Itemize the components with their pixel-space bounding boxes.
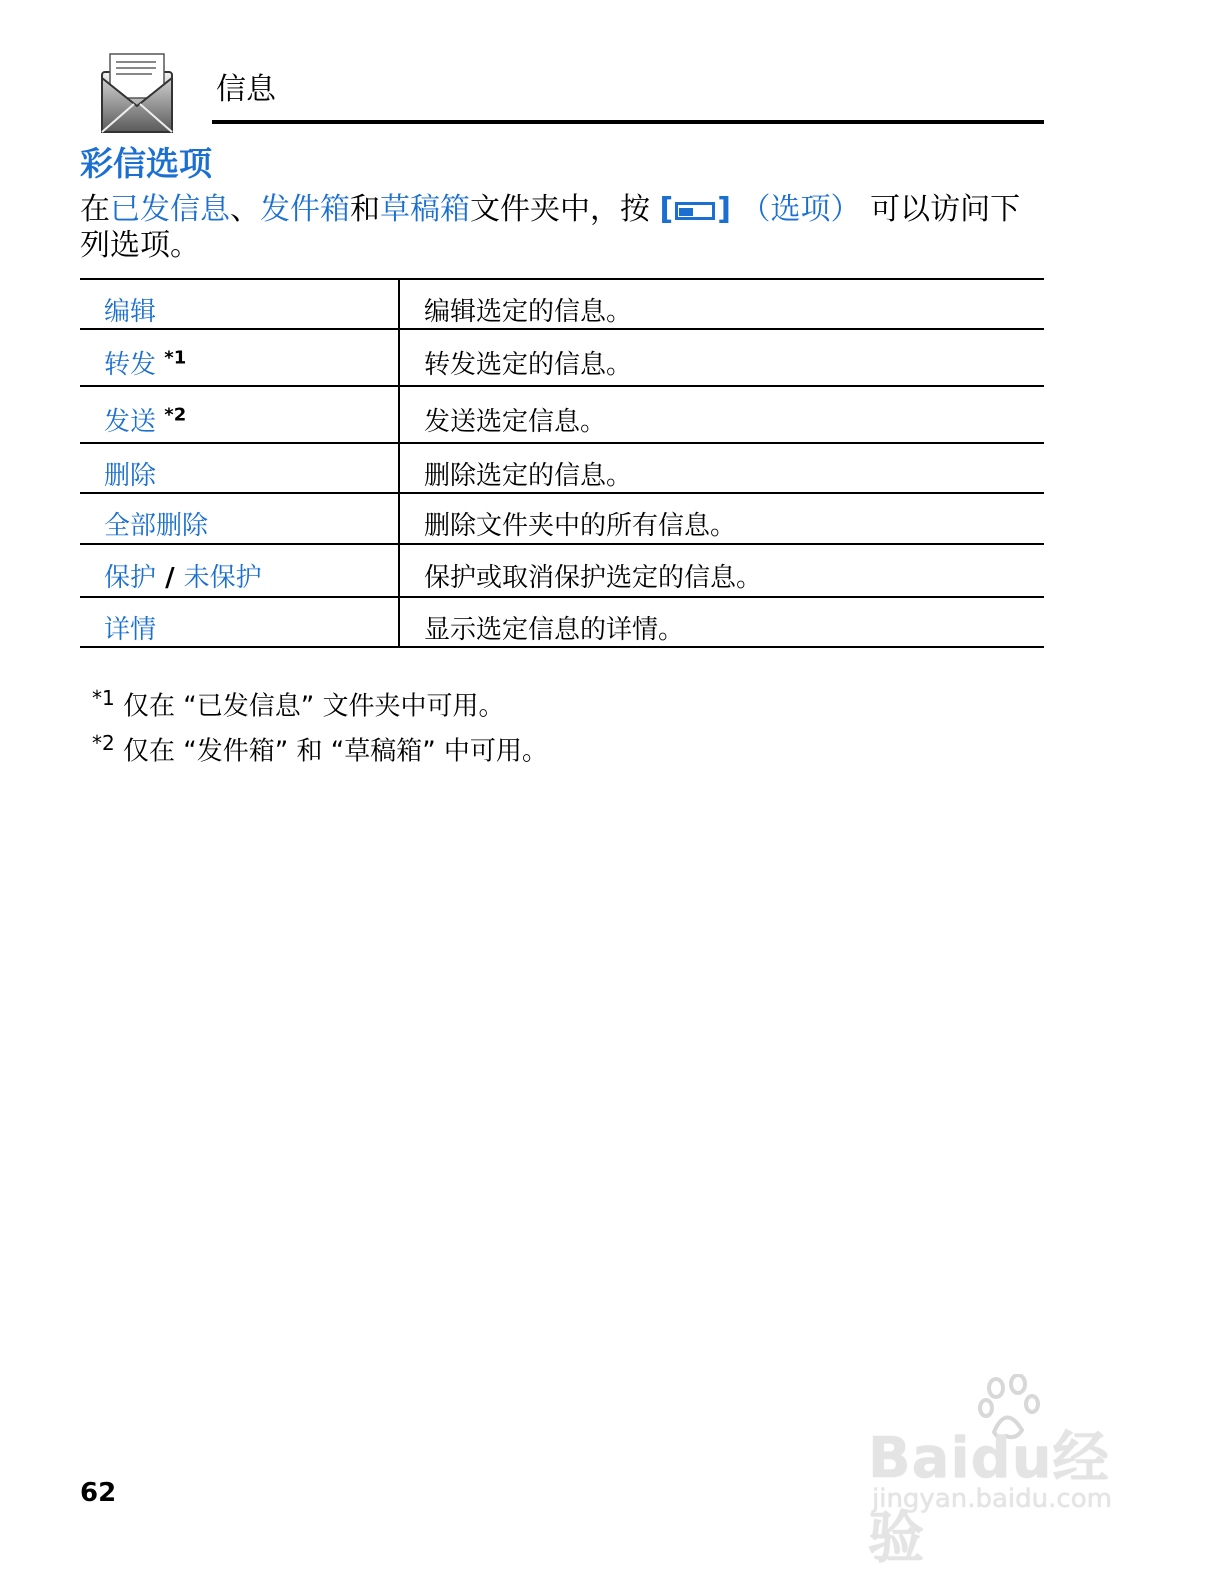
table-row xyxy=(80,443,1044,493)
soft-key-bracket: [ xyxy=(659,192,674,227)
option-label: 转发 xyxy=(104,350,157,380)
option-desc: 转发选定的信息。 xyxy=(399,329,1044,386)
option-label: 删除 xyxy=(104,460,157,491)
option-label: 全部删除 xyxy=(104,511,209,541)
page-number: 62 xyxy=(80,1478,117,1508)
table-row xyxy=(80,493,1044,544)
option-label: 保护 xyxy=(104,563,157,593)
subheading: 彩信选项 xyxy=(80,144,212,183)
envelope-icon xyxy=(96,44,180,138)
footnote-mark: *1 xyxy=(92,686,115,710)
option-name xyxy=(80,443,399,493)
footnote-ref: *1 xyxy=(164,347,187,369)
table-row xyxy=(80,386,1044,443)
option-name xyxy=(80,386,399,443)
footnotes xyxy=(92,680,548,769)
header-rule xyxy=(212,120,1044,124)
option-desc: 保护或取消保护选定的信息。 xyxy=(399,544,1044,597)
intro-text: 和 xyxy=(350,192,380,227)
option-separator: / xyxy=(156,563,184,593)
intro-paragraph xyxy=(80,192,1050,264)
folder-drafts-link: 草稿箱 xyxy=(380,192,470,227)
folder-sent-link: 已发信息 xyxy=(110,192,230,227)
intro-text: 在 xyxy=(80,192,110,227)
footnote-text: 仅在 “已发信息” 文件夹中可用。 xyxy=(114,691,505,722)
intro-text: 、 xyxy=(230,192,260,227)
option-name xyxy=(80,493,399,544)
table-row xyxy=(80,329,1044,386)
option-name xyxy=(80,279,399,329)
option-name xyxy=(80,329,399,386)
option-desc: 删除文件夹中的所有信息。 xyxy=(399,493,1044,544)
footnote-mark: *2 xyxy=(92,730,115,755)
option-desc: 编辑选定的信息。 xyxy=(399,279,1044,329)
watermark-brand: Baidu经验 xyxy=(868,1426,1110,1571)
intro-text: 文件夹中，按 xyxy=(470,192,660,227)
section-title: 信息 xyxy=(216,72,276,107)
option-desc: 发送选定信息。 xyxy=(399,386,1044,443)
options-table xyxy=(80,278,1044,648)
option-label: 发送 xyxy=(104,407,157,437)
watermark-url: jingyan.baidu.com xyxy=(872,1484,1112,1514)
left-soft-key-icon xyxy=(675,202,715,220)
options-label: （选项） xyxy=(730,192,861,227)
option-label: 未保护 xyxy=(183,563,262,593)
option-label: 编辑 xyxy=(104,296,157,327)
footnote xyxy=(92,725,548,770)
footnote-text: 仅在 “发件箱” 和 “草稿箱” 中可用。 xyxy=(114,736,548,767)
table-row xyxy=(80,597,1044,647)
footnote xyxy=(92,680,548,725)
folder-outbox-link: 发件箱 xyxy=(260,192,350,227)
option-name xyxy=(80,544,399,597)
intro-text: 可以访问下列选项。 xyxy=(80,192,1021,263)
footnote-ref: *2 xyxy=(164,404,187,426)
watermark xyxy=(868,1374,1158,1571)
option-name xyxy=(80,597,399,647)
soft-key-bracket: ] xyxy=(717,192,731,227)
table-row xyxy=(80,544,1044,597)
option-desc: 删除选定的信息。 xyxy=(399,443,1044,493)
option-label: 详情 xyxy=(104,614,157,645)
option-desc: 显示选定信息的详情。 xyxy=(399,597,1044,647)
table-row xyxy=(80,279,1044,329)
